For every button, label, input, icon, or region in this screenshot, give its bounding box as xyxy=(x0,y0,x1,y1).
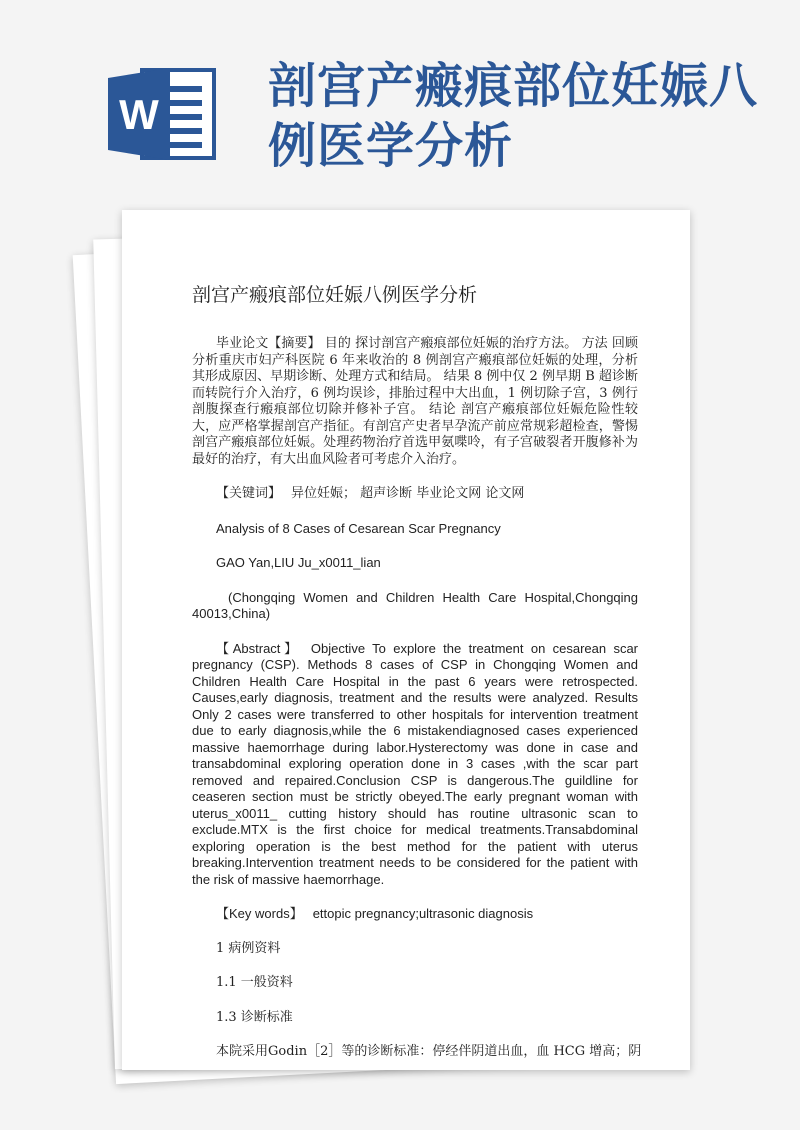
header-title: 剖宫产瘢痕部位妊娠八例医学分析 xyxy=(268,58,759,174)
english-title: Analysis of 8 Cases of Cesarean Scar Pregnancy xyxy=(216,520,501,536)
section-heading: 1.3 诊断标准 xyxy=(216,1009,293,1025)
document-content xyxy=(192,282,642,1061)
section-heading: 1 病例资料 xyxy=(216,940,281,956)
keywords-en-label: 【Key words】 xyxy=(216,906,303,921)
abstract-en-text: Objective To explore the treatment on cesarean scar pregnancy (CSP). Methods 8 cases of CSP in Chongqing Women and Children Health Care Hospital in the past 6 years were retrospected. Causes,early diagnosis, treatment and the results were analyzed. Results Only 2 cases were transferred to other hospitals for intervention treatment due to early diagnosis,while the 6 mistakendiagnosed cases experienced massive haemorrhage during labor.Hysterectomy was done in case and transabdominal exploring operation done in 3 cases ,with the scar part removed and repaired.Conclusion CSP is dangerous.The guildline for ceaseren section must be strictly obeyed.The early pregnant woman with uterus_x0011_ cutting history should has routine ultrasonic scan to exclude.MTX is the first choice for medical treatments.Transabdominal exploring operation is the best method for the patient with uterus breaking.Intervention treatment needs to be considered for the patient with the risk of massive haemorrhage. xyxy=(192,640,639,887)
keywords-cn-label: 【关键词】 xyxy=(216,486,282,501)
abstract-en-label: 【Abstract】 xyxy=(216,640,301,656)
document-title: 剖宫产瘢痕部位妊娠八例医学分析 xyxy=(192,284,478,306)
english-affiliation: (Chongqing Women and Children Health Care Hospital,Chongqing 40013,China) xyxy=(192,589,638,621)
keywords-en xyxy=(192,906,638,923)
keywords-cn-text: 异位妊娠； 超声诊断 毕业论文网 论文网 xyxy=(291,486,525,501)
section-heading: 1.1 一般资料 xyxy=(216,975,293,990)
keywords-cn xyxy=(192,486,638,503)
keywords-en-text: ettopic pregnancy;ultrasonic diagnosis xyxy=(312,906,534,921)
body-text-line: 本院采用Godin［2］等的诊断标准：停经伴阴道出血，血 HCG 增高；阴 xyxy=(216,1044,642,1059)
abstract-cn: 毕业论文【摘要】 目的 探讨剖宫产瘢痕部位妊娠的治疗方法。 方法 回顾分析重庆市妇产科医院 6 年来收治的 8 例剖宫产瘢痕部位妊娠的处理，分析其形成原因、早期诊断、处理方式和结局。 结果 8 例中仅 2 例早期 B 超诊断而转院行介入治疗，6 例均误诊，排胎过程中大出血，1 例切除子宫，3 例行剖腹探查行瘢痕部位切除并修补子宫。 结论 剖宫产瘢痕部位妊娠危险性较大，应严格掌握剖宫产指征。有剖宫产史者早孕流产前应常规彩超检查，警惕剖宫产瘢痕部位妊娠。处理药物治疗首选甲氨喋呤，有子宫破裂者开腹修补为最好的治疗，有大出血风险者可考虑介入治疗。 xyxy=(192,336,638,467)
abstract-en xyxy=(192,641,638,889)
english-authors: GAO Yan,LIU Ju_x0011_lian xyxy=(216,555,381,570)
svg-text:W: W xyxy=(119,91,159,138)
word-document-icon xyxy=(108,64,218,164)
